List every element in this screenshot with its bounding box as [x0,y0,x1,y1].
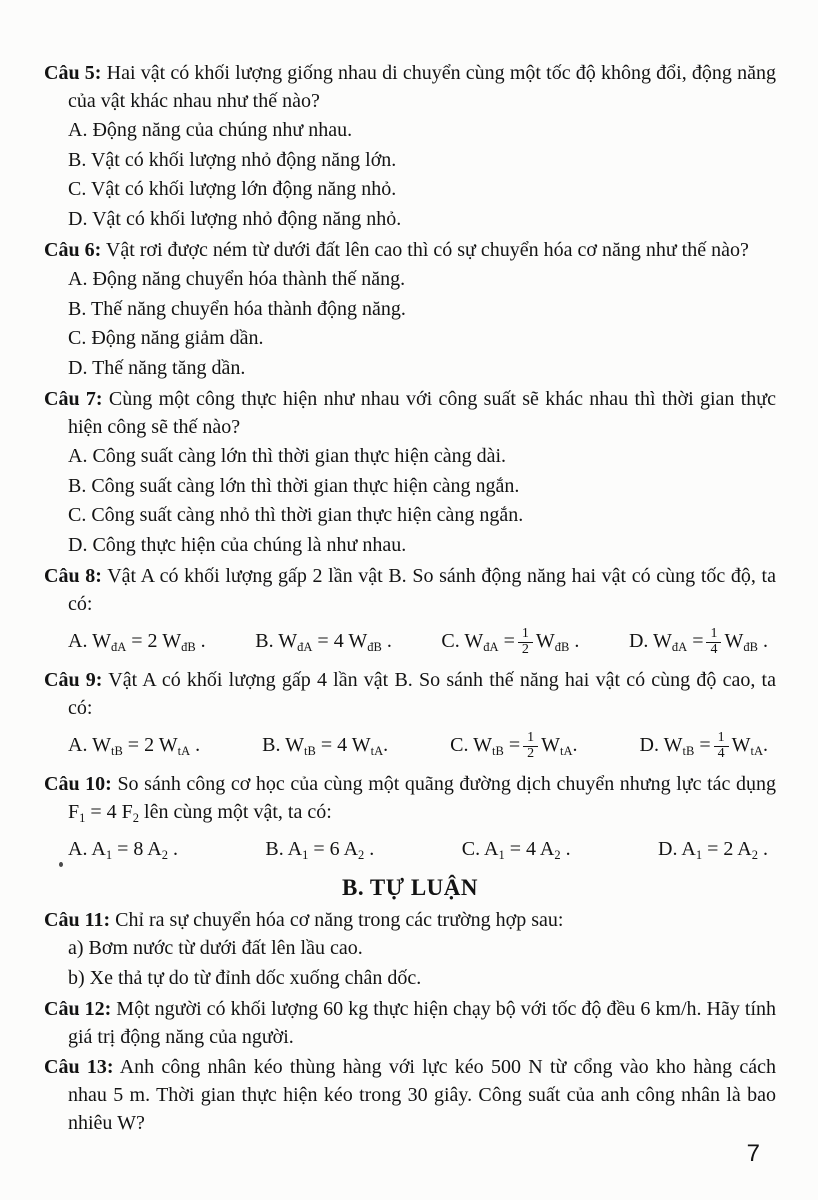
answer-option-d: D. Thế năng tăng dần. [68,356,246,379]
section-title: B. TỰ LUẬN [342,875,478,900]
answer-option-c: C. Động năng giảm dần. [68,327,264,349]
question-text: Chỉ ra sự chuyển hóa cơ năng trong các trường hợp sau: [115,909,564,931]
question-text: Hai vật có khối lượng giống nhau di chuyển cùng một tốc độ không đổi, động năng của vật khác nhau như thế nào? [68,62,776,112]
question-label: Câu 10: [44,773,112,795]
fraction: $\frac{1}{2}$ [523,731,538,761]
question-text: Vật A có khối lượng gấp 2 lần vật B. So sánh động năng hai vật có cùng tốc độ, ta có: [68,565,776,615]
question-6-options [68,265,776,383]
question-text: Vật rơi được ném từ dưới đất lên cao thì có sự chuyển hóa cơ năng như thế nào? [105,239,749,261]
question-text: Một người có khối lượng 60 kg thực hiện chạy bộ với tốc độ đều 6 km/h. Hãy tính giá trị động năng của người. [68,998,777,1048]
question-label: Câu 6: [44,239,102,261]
question-10 [44,770,776,832]
question-text: So sánh công cơ học của cùng một quãng đường dịch chuyển nhưng lực tác dụng $F_1 = 4$ $F_2$ lên cùng một vật, ta có: [68,773,777,825]
question-label: Câu 8: [44,565,102,587]
answer-option-b: B. Vật có khối lượng nhỏ động năng lớn. [68,148,397,171]
question-7-options [68,442,776,560]
question-text: Vật A có khối lượng gấp 4 lần vật B. So sánh thế năng hai vật có cùng độ cao, ta có: [68,669,776,719]
answer-option-d: D. $W_{tB}$ = $\frac{1}{4}$ $W_{tA}$. [639,729,768,761]
question-7 [44,385,776,441]
answer-option-a: A. $W_{tB} = 2$ $W_{tA}$ . [68,733,201,758]
question-8 [44,562,776,618]
answer-option-d: D. Công thực hiện của chúng là như nhau. [68,533,407,556]
answer-option-a: A. $W_{đA} = 2$ $W_{đB}$ . [68,629,206,654]
question-label: Câu 11: [44,909,111,931]
question-label: Câu 5: [44,62,102,84]
question-6 [44,236,776,264]
question-text: Cùng một công thực hiện như nhau với công suất sẽ khác nhau thì thời gian thực hiện công sẽ thế nào? [68,388,777,438]
answer-option-d: D. Vật có khối lượng nhỏ động năng nhỏ. [68,207,402,230]
question-8-options [68,620,768,664]
fraction: $\frac{1}{4}$ [706,627,721,657]
answer-option-a: A. Động năng của chúng như nhau. [68,119,353,141]
question-9 [44,666,776,722]
answer-option-b: B. Thế năng chuyển hóa thành động năng. [68,297,406,320]
answer-option-b: B. $A_1 = 6$ $A_2$ . [265,837,375,862]
sub-item-a: a) Bơm nước từ dưới đất lên lầu cao. [68,937,363,959]
page-number: 7 [746,1140,760,1167]
answer-option-a: A. Động năng chuyển hóa thành thế năng. [68,268,406,290]
question-5 [44,59,776,115]
fraction: $\frac{1}{4}$ [714,731,729,761]
question-10-options [68,834,768,866]
answer-option-d: D. $W_{đA}$ = $\frac{1}{4}$ $W_{đB}$ . [628,625,768,657]
answer-option-a: A. $A_1 = 8$ $A_2$ . [68,837,178,862]
answer-option-b: B. $W_{đA} = 4$ $W_{đB}$ . [255,629,392,654]
fraction: $\frac{1}{2}$ [518,627,533,657]
answer-option-c: C. $W_{tB}$ = $\frac{1}{2}$ $W_{tA}$. [450,729,578,761]
question-13 [44,1053,776,1137]
question-label: Câu 7: [44,388,103,410]
answer-option-d: D. $A_1 = 2$ $A_2$ . [658,837,768,862]
question-5-options [68,116,776,234]
answer-option-c: C. $W_{đA}$ = $\frac{1}{2}$ $W_{đB}$ . [441,625,580,657]
answer-option-b: B. Công suất càng lớn thì thời gian thực hiện càng ngắn. [68,474,520,497]
question-label: Câu 13: [44,1056,114,1078]
answer-option-c: C. $A_1 = 4$ $A_2$ . [461,837,571,862]
question-9-options [68,724,768,768]
answer-option-c: C. Vật có khối lượng lớn động năng nhỏ. [68,178,397,200]
answer-option-a: A. Công suất càng lớn thì thời gian thực hiện càng dài. [68,445,507,467]
sub-item-b: b) Xe thả tự do từ đỉnh dốc xuống chân dốc. [68,966,422,989]
question-11 [44,906,776,934]
scan-artifact-dot [59,862,63,867]
question-text: Anh công nhân kéo thùng hàng với lực kéo 500 N từ cổng vào kho hàng cách nhau 5 m. Thời gian thực hiện kéo trong 30 giây. Công suất của anh công nhân là bao nhiêu W? [68,1056,776,1134]
question-label: Câu 12: [44,998,112,1020]
answer-option-b: B. $W_{tB} = 4$ $W_{tA}$. [262,733,389,758]
question-label: Câu 9: [44,669,103,691]
answer-option-c: C. Công suất càng nhỏ thì thời gian thực hiện càng ngắn. [68,504,524,526]
question-12 [44,995,776,1051]
